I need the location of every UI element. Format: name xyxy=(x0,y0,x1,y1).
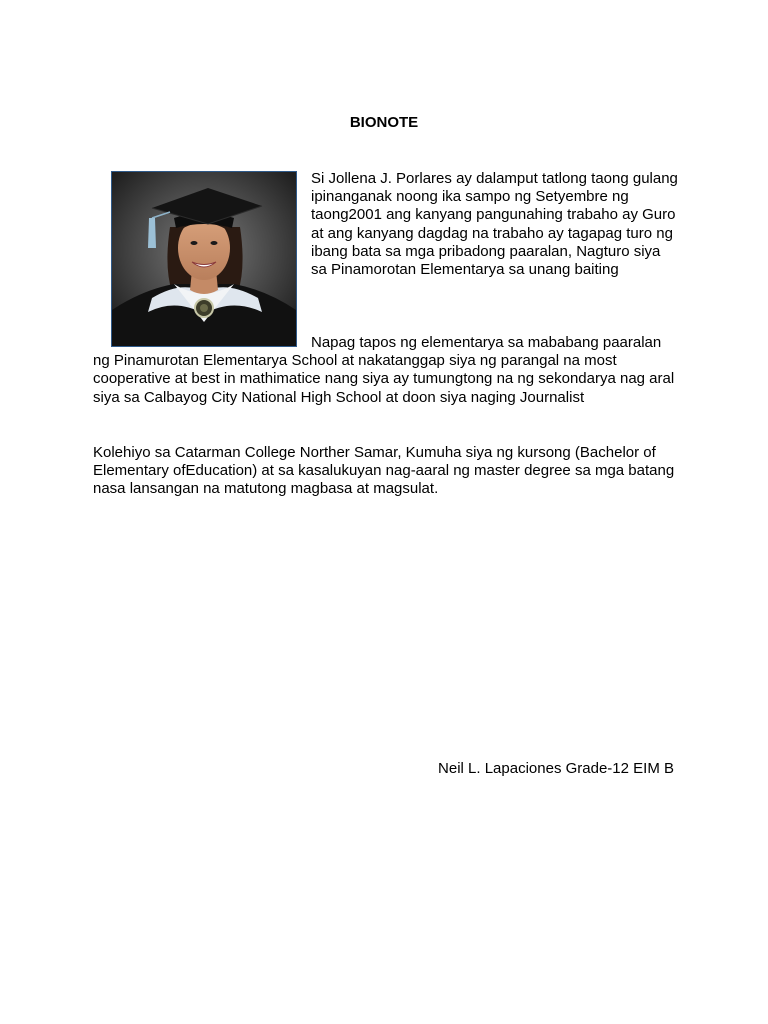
graduation-portrait-photo xyxy=(111,171,297,347)
page-title: BIONOTE xyxy=(349,114,419,131)
bionote-paragraph-intro: Si Jollena J. Porlares ay dalamput tatlong taong gulang ipinanganak noong ika sampo ng Setyembre ng taong2001 ang kanyang pangunahing trabaho ay Guro at ang kanyang dagdag na trabaho ay tagapag turo ng ibang bata sa mga pribadong paaralan, Nagturo siya sa Pinamorotan Elementarya sa unang baiting xyxy=(311,170,678,279)
author-signature: Neil L. Lapaciones Grade-12 EIM B xyxy=(438,760,674,777)
bionote-paragraph-education: Napag tapos ng elementarya sa mababang paaralan ng Pinamurotan Elementarya School at nakatanggap siya ng parangal na most cooperative at best in mathimatice nang siya ay tumungtong na ng sekondarya nag aral siya sa Calbayog City National High School at doon siya naging Journalist xyxy=(93,334,675,406)
bionote-paragraph-college: Kolehiyo sa Catarman College Norther Samar, Kumuha siya ng kursong (Bachelor of Elementary ofEducation) at sa kasalukuyan nag-aaral ng master degree sa mga batang nasa lansangan na matutong magbasa at magsulat. xyxy=(93,444,675,498)
